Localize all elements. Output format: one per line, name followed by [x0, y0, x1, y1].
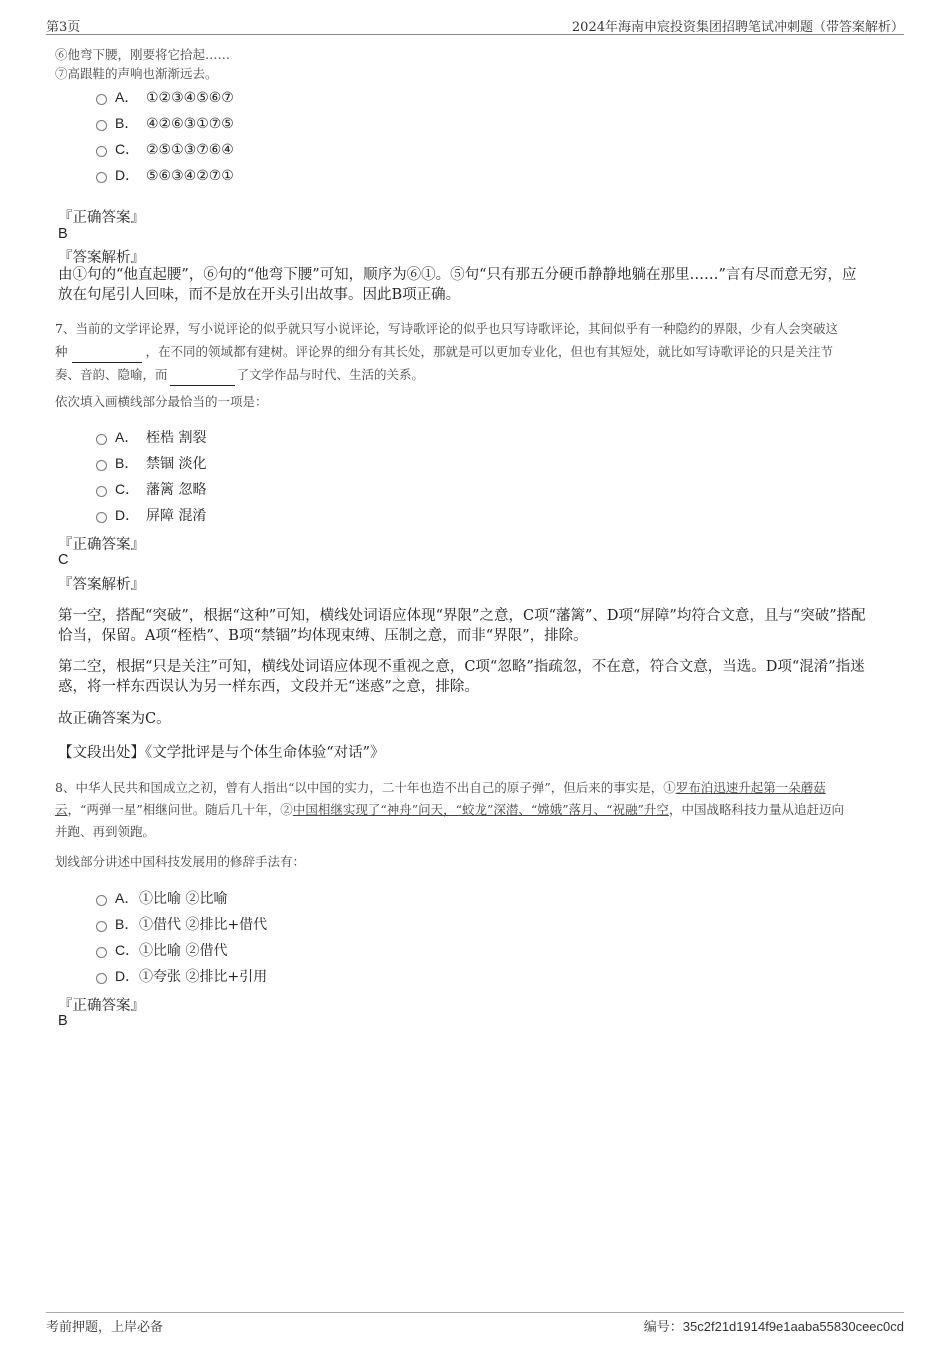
q7-option-b[interactable]: B． 禁锢 淡化 [96, 453, 206, 473]
q7-option-c[interactable]: C． 藩篱 忽略 [96, 479, 206, 499]
radio-icon[interactable] [96, 973, 107, 984]
radio-icon[interactable] [96, 512, 107, 523]
q7-stem: 7、当前的文学评论界，写小说评论的似乎就只写小说评论，写诗歌评论的似乎也只写诗歌评论，其间似乎有一种隐约的界限，少有人会突破这 种 ，在不同的领域都有建树。评论界的细分有其长处，那就是可以更加专业化，但也有其短处，就比如写诗歌评论的只是关注节 奏、音韵、隐喻，而 了文学作品与时代、生活的关系。 [55, 318, 900, 386]
radio-icon[interactable] [96, 921, 107, 932]
page-number: 第3页 [46, 20, 81, 35]
radio-icon[interactable] [96, 434, 107, 445]
q7-option-d[interactable]: D． 屏障 混淆 [96, 505, 206, 525]
document-title: 2024年海南申宸投资集团招聘笔试冲刺题（带答案解析） [571, 20, 904, 35]
q8-option-c[interactable]: C．①比喻 ②借代 [96, 940, 227, 960]
q6-line7: ⑦高跟鞋的声响也渐渐远去。 [55, 66, 218, 81]
fill-blank-2 [170, 363, 235, 386]
q7-source: 【文段出处】《文学批评是与个体生命体验“对话”》 [58, 745, 385, 761]
q7-analysis-label: 『答案解析』 [58, 577, 145, 593]
radio-icon[interactable] [96, 486, 107, 497]
q8-option-a[interactable]: A．①比喻 ②比喻 [96, 888, 227, 908]
q8-prompt: 划线部分讲述中国科技发展用的修辞手法有： [55, 854, 306, 869]
radio-icon[interactable] [96, 120, 107, 131]
radio-icon[interactable] [96, 146, 107, 157]
page-footer [46, 1312, 904, 1335]
radio-icon[interactable] [96, 947, 107, 958]
q6-option-c[interactable]: C． ②⑤①③⑦⑥④ [96, 139, 234, 159]
underlined-phrase-2: 中国相继实现了“神舟”问天，“蛟龙”深潜、“嫦娥”落月、“祝融”升空 [292, 802, 669, 817]
underlined-phrase-1: 罗布泊迅速升起第一朵蘑菇 [675, 780, 826, 795]
q7-analysis-para2: 第二空，根据“只是关注”可知，横线处词语应体现不重视之意，C项“忽略”指疏忽，不在意，符合文意，当选。D项“混淆”指迷 惑，将一样东西误认为另一样东西，文段并无“迷惑”之意，排除。 [58, 659, 865, 695]
q6-analysis: 由①句的“他直起腰”，⑥句的“他弯下腰”可知，顺序为⑥①。⑤句“只有那五分硬币静静地躺在那里……”言有尽而意无穷，应 放在句尾引人回味，而不是放在开头引出故事。因此B项正确。 [58, 267, 857, 303]
radio-icon[interactable] [96, 460, 107, 471]
radio-icon[interactable] [96, 172, 107, 183]
radio-icon[interactable] [96, 94, 107, 105]
q6-line6: ⑥他弯下腰，刚要将它拾起…… [55, 47, 231, 62]
q7-answer-label: 『正确答案』 [58, 537, 145, 553]
q6-answer-label: 『正确答案』 [58, 210, 145, 226]
fill-blank-1 [72, 340, 142, 363]
q7-analysis-para1: 第一空，搭配“突破”，根据“这种”可知，横线处词语应体现“界限”之意，C项“藩篱”、D项“屏障”均符合文意，且与“突破”搭配 恰当，保留。A项“桎梏”、B项“禁锢”均体现束缚、压制之意，而非“界限”，排除。 [58, 608, 866, 644]
footer-slogan: 考前押题，上岸必备 [46, 1320, 164, 1335]
q8-answer: B [58, 1013, 68, 1029]
q8-stem: 8、中华人民共和国成立之初，曾有人指出“以中国的实力，二十年也造不出自己的原子弹”，但后来的事实是，①罗布泊迅速升起第一朵蘑菇 云，“两弹一星”相继问世。随后几十年，②中国相继实现了“神舟”问天，“蛟龙”深潜、“嫦娥”落月、“祝融”升空，中国战略科技力量从追赶迈向 并跑、再到领跑。 [55, 780, 844, 839]
q8-option-b[interactable]: B．①借代 ②排比+借代 [96, 914, 267, 934]
q7-prompt: 依次填入画横线部分最恰当的一项是： [55, 394, 268, 409]
q6-option-b[interactable]: B． ④②⑥③①⑦⑤ [96, 113, 234, 133]
page-header [46, 14, 904, 35]
underlined-phrase-1-cont: 云 [55, 802, 68, 817]
q6-answer: B [58, 226, 68, 242]
q8-answer-label: 『正确答案』 [58, 998, 145, 1014]
q7-option-a[interactable]: A． 桎梏 割裂 [96, 427, 206, 447]
q6-option-a[interactable]: A． ①②③④⑤⑥⑦ [96, 87, 234, 107]
q6-analysis-label: 『答案解析』 [58, 250, 145, 266]
q7-analysis-para3: 故正确答案为C。 [58, 711, 171, 727]
radio-icon[interactable] [96, 895, 107, 906]
q7-answer: C [58, 552, 69, 568]
q8-option-d[interactable]: D．①夸张 ②排比+引用 [96, 966, 267, 986]
q6-option-d[interactable]: D． ⑤⑥③④②⑦① [96, 165, 234, 185]
document-code: 编号：35c2f21d1914f9e1aaba55830ceec0cd [643, 1319, 904, 1335]
